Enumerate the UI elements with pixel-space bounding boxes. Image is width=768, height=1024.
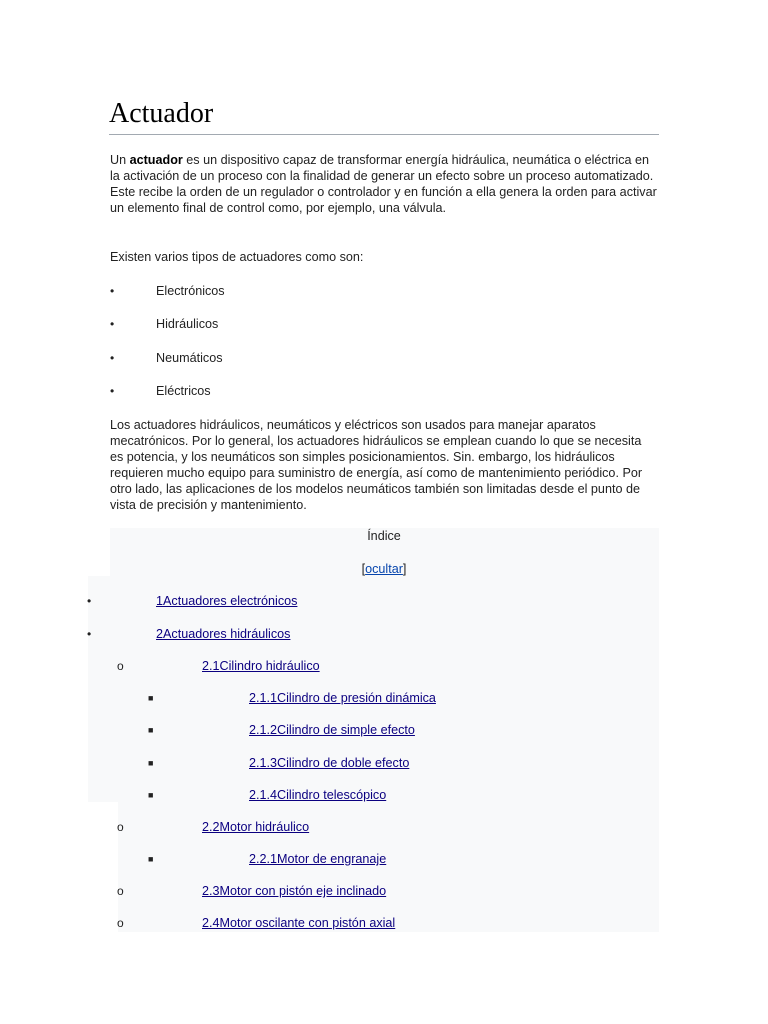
bullet-icon: • xyxy=(110,284,115,298)
toc-text: Cilindro de presión dinámica xyxy=(277,691,436,705)
square-bullet-icon: ■ xyxy=(148,790,154,800)
list-item-label: Hidráulicos xyxy=(156,317,219,331)
toc-number: 2.1.4 xyxy=(249,788,278,802)
square-bullet-icon: ■ xyxy=(148,693,154,703)
body-paragraph: Los actuadores hidráulicos, neumáticos y eléctricos son usados para manejar aparatos mecatrónicos. Por lo general, los actuadores hidráulicos se emplean cuando lo que se necesita es potencia, y los neumáticos son simples posicionamientos. Sin. embargo, los hidráulicos requieren mucho equipo para suministro de energía, así como de mantenimiento periódico. Por otro lado, las aplicaciones de los modelos neumáticos también son limitadas desde el punto de vista de precisión y mantenimiento. xyxy=(110,418,643,512)
toc-hide-link[interactable]: ocultar xyxy=(365,562,403,576)
circle-bullet-icon: o xyxy=(117,884,124,898)
list-item-label: Neumáticos xyxy=(156,351,223,365)
toc-text: Cilindro hidráulico xyxy=(219,659,320,673)
toc-number: 2 xyxy=(156,627,164,641)
bullet-icon: • xyxy=(87,594,92,608)
circle-bullet-icon: o xyxy=(117,820,124,834)
toc-link[interactable] xyxy=(249,851,386,867)
toc-link[interactable] xyxy=(156,593,297,609)
toc-toggle-bracket: [ xyxy=(361,562,366,576)
toc-toggle xyxy=(110,561,658,577)
toc-link[interactable] xyxy=(202,883,386,899)
toc-toggle-bracket: ] xyxy=(402,562,407,576)
bullet-icon: • xyxy=(110,384,115,398)
page-title: Actuador xyxy=(109,96,659,135)
intro-text-start: Un xyxy=(110,153,130,167)
toc-link[interactable] xyxy=(202,915,395,931)
toc-link[interactable] xyxy=(156,626,290,642)
intro-text-rest: es un dispositivo capaz de transformar energía hidráulica, neumática o eléctrica en la activación de un proceso con la finalidad de generar un efecto sobre un proceso automatizado. Este recibe la orden de un regulador o controlador y en función a ella genera la orden para activar un elemento final de control como, por ejemplo, una válvula. xyxy=(110,153,657,215)
toc-number: 2.2.1 xyxy=(249,852,278,866)
toc-number: 1 xyxy=(156,594,164,608)
toc-number: 2.4 xyxy=(202,916,220,930)
bullet-icon: • xyxy=(87,627,92,641)
toc-text: Motor de engranaje xyxy=(277,852,387,866)
intro-paragraph xyxy=(110,152,658,216)
toc-text: Cilindro de simple efecto xyxy=(277,723,415,737)
list-item-label: Eléctricos xyxy=(156,384,211,398)
toc-number: 2.1.1 xyxy=(249,691,278,705)
toc-background xyxy=(118,802,659,932)
toc-link[interactable] xyxy=(202,819,309,835)
toc-link[interactable] xyxy=(249,722,415,738)
toc-link[interactable] xyxy=(202,658,320,674)
types-intro: Existen varios tipos de actuadores como son: xyxy=(110,250,364,264)
list-item-label: Electrónicos xyxy=(156,284,225,298)
toc-number: 2.2 xyxy=(202,820,220,834)
toc-text: Cilindro telescópico xyxy=(277,788,387,802)
circle-bullet-icon: o xyxy=(117,659,124,673)
bullet-icon: • xyxy=(110,351,115,365)
toc-text: Motor hidráulico xyxy=(219,820,310,834)
toc-text: Actuadores hidráulicos xyxy=(163,627,291,641)
intro-bold-term: actuador xyxy=(129,153,183,167)
square-bullet-icon: ■ xyxy=(148,758,154,768)
toc-text: Cilindro de doble efecto xyxy=(277,756,410,770)
toc-text: Motor con pistón eje inclinado xyxy=(219,884,387,898)
square-bullet-icon: ■ xyxy=(148,725,154,735)
toc-text: Motor oscilante con pistón axial xyxy=(219,916,396,930)
toc-number: 2.1.2 xyxy=(249,723,278,737)
circle-bullet-icon: o xyxy=(117,916,124,930)
toc-title: Índice xyxy=(367,529,401,543)
toc-link[interactable] xyxy=(249,690,436,706)
toc-number: 2.1.3 xyxy=(249,756,278,770)
square-bullet-icon: ■ xyxy=(148,854,154,864)
toc-link[interactable] xyxy=(249,787,386,803)
bullet-icon: • xyxy=(110,317,115,331)
toc-number: 2.3 xyxy=(202,884,220,898)
toc-number: 2.1 xyxy=(202,659,220,673)
toc-text: Actuadores electrónicos xyxy=(163,594,298,608)
toc-link[interactable] xyxy=(249,755,409,771)
